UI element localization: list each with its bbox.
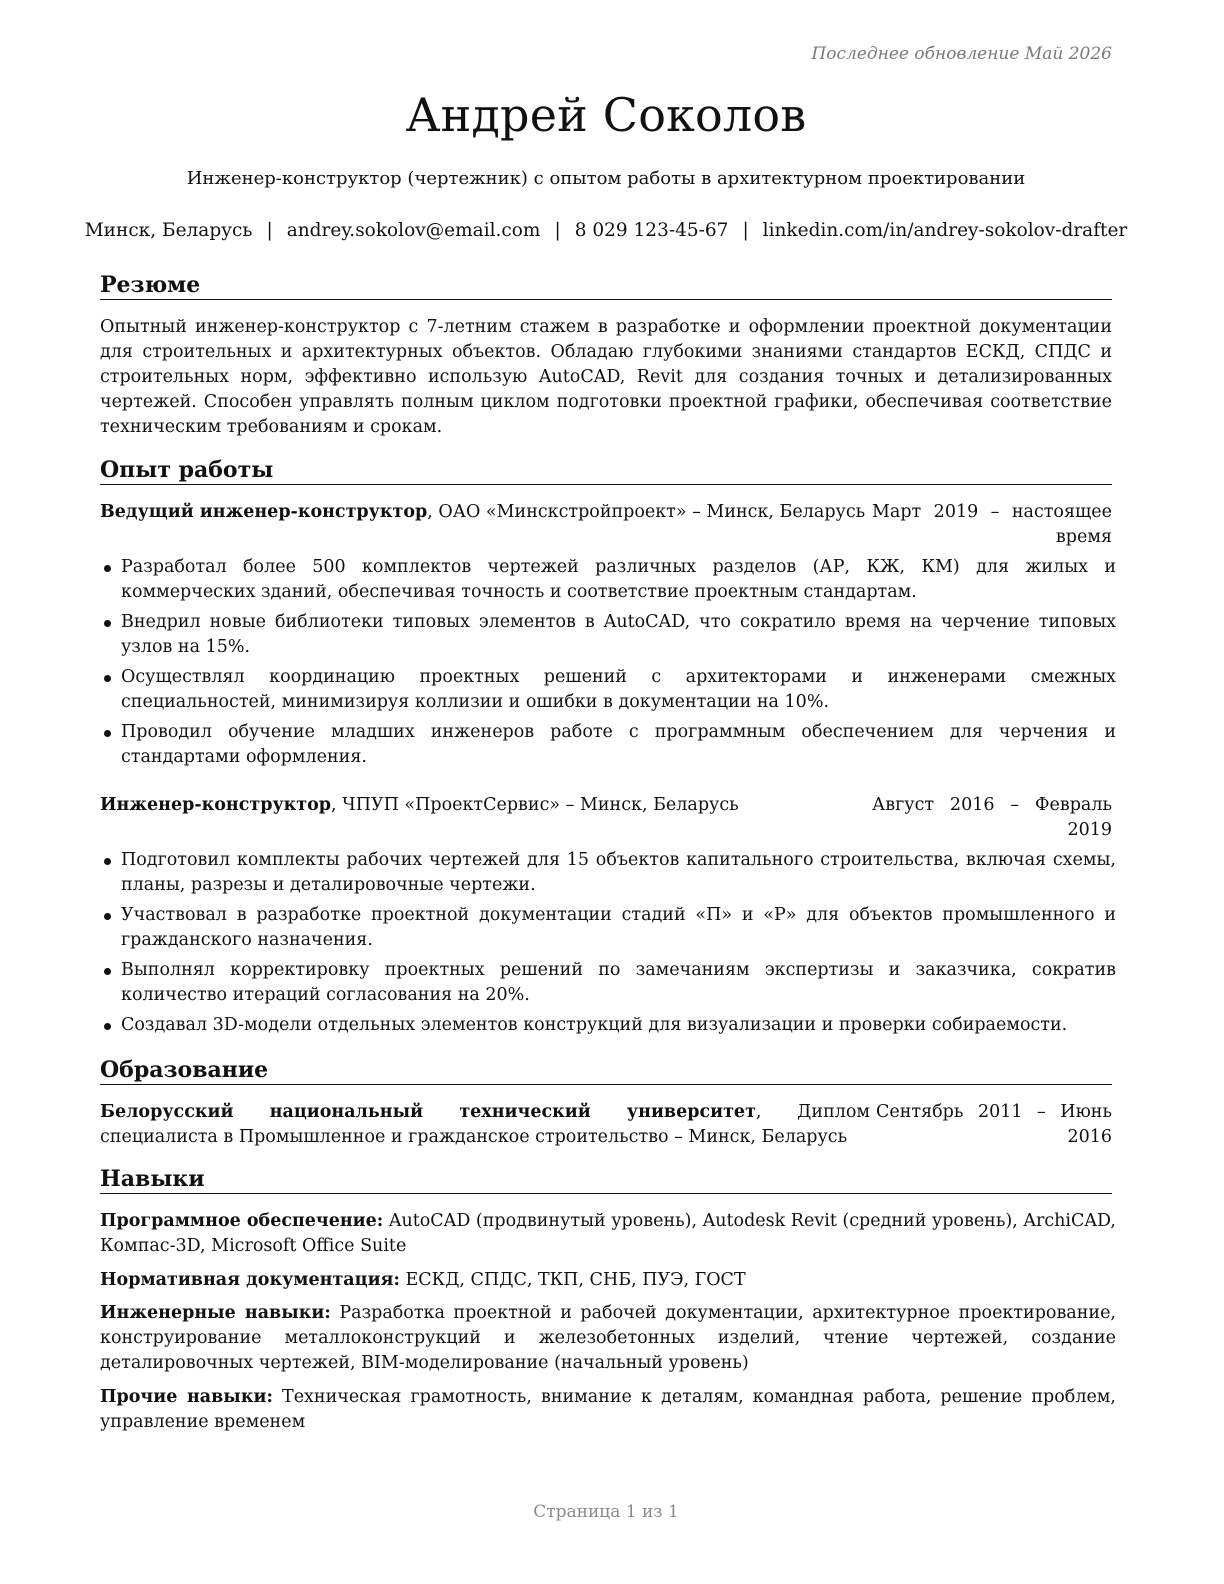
job-position: Ведущий инженер-конструктор <box>100 502 428 522</box>
job-company: , ЧПУП «ПроектСервис» – Минск, Беларусь <box>331 795 739 815</box>
job-dates: Август 2016 – Февраль 2019 <box>872 795 1112 840</box>
skill-label: Прочие навыки: <box>100 1387 273 1407</box>
list-item: Выполнял корректировку проектных решений по замечаниям экспертизы и заказчика, сократив количество итераций согласования на 20%. <box>100 958 1116 1008</box>
section-title-experience: Опыт работы <box>100 457 1112 485</box>
candidate-name: Андрей Соколов <box>405 88 807 142</box>
summary-text: Опытный инженер-конструктор с 7-летним стажем в разработке и оформлении проектной документации для строительных и архитектурных объектов. Обладаю глубокими знаниями стандартов ЕСКД, СПДС и строительных норм, эффективно использую AutoCAD, Revit для создания точных и детализированных чертежей. Способен управлять полным циклом подготовки проектной графики, обеспечивая соответствие техническим требованиям и срокам. <box>100 317 1112 437</box>
list-item: Участвовал в разработке проектной документации стадий «П» и «Р» для объектов промышленного и гражданского назначения. <box>100 903 1116 953</box>
education-degree: , Диплом специалиста в Промышленное и гражданское строительство – Минск, Беларусь <box>100 1102 870 1147</box>
education-institution: Белорусский национальный технический университет <box>100 1102 756 1122</box>
last-updated: Последнее обновление Май 2026 <box>811 44 1112 64</box>
skill-text: AutoCAD (продвинутый уровень), Autodesk Revit (средний уровень), ArchiCAD, Компас-3D, Microsoft Office Suite <box>100 1211 1116 1256</box>
section-title-summary: Резюме <box>100 272 1112 300</box>
skill-item-other <box>100 1385 1116 1435</box>
skill-label: Нормативная документация: <box>100 1270 400 1290</box>
skill-text: ЕСКД, СПДС, ТКП, СНБ, ПУЭ, ГОСТ <box>399 1270 746 1290</box>
contact-location: Минск, Беларусь <box>84 220 253 241</box>
list-item: Подготовил комплекты рабочих чертежей для 15 объектов капитального строительства, включая схемы, планы, разрезы и деталировочные чертежи. <box>100 848 1116 898</box>
list-item: Проводил обучение младших инженеров работе с программным обеспечением для черчения и стандартами оформления. <box>100 720 1116 770</box>
list-item: Внедрил новые библиотеки типовых элементов в AutoCAD, что сократило время на черчение типовых узлов на 15%. <box>100 610 1116 660</box>
skill-item-standards <box>100 1268 1116 1293</box>
contact-phone[interactable]: 8 029 123-45-67 <box>574 220 729 241</box>
skill-item-engineering <box>100 1301 1116 1376</box>
contact-linkedin[interactable]: linkedin.com/in/andrey-sokolov-drafter <box>762 220 1128 241</box>
contact-separator: | <box>742 220 749 241</box>
education-dates: Сентябрь 2011 – Июнь 2016 <box>876 1102 1112 1147</box>
skill-text: Техническая грамотность, внимание к деталям, командная работа, решение проблем, управление временем <box>100 1387 1116 1432</box>
list-item: Создавал 3D-модели отдельных элементов конструкций для визуализации и проверки собираемости. <box>100 1013 1116 1038</box>
contact-separator: | <box>554 220 561 241</box>
contact-email[interactable]: andrey.sokolov@email.com <box>286 220 541 241</box>
list-item: Разработал более 500 комплектов чертежей различных разделов (АР, КЖ, КМ) для жилых и коммерческих зданий, обеспечивая точность и соответствие проектным стандартам. <box>100 555 1116 605</box>
skill-label: Инженерные навыки: <box>100 1303 331 1323</box>
education-entry <box>100 1100 1112 1150</box>
list-item: Осуществлял координацию проектных решений с архитекторами и инженерами смежных специальностей, минимизируя коллизии и ошибки в документации на 10%. <box>100 665 1116 715</box>
skill-text: Разработка проектной и рабочей документации, архитектурное проектирование, конструирование металлоконструкций и железобетонных изделий, чтение чертежей, создание деталировочных чертежей, BIM-моделирование (начальный уровень) <box>100 1303 1116 1373</box>
contact-line <box>0 220 1212 241</box>
job-title-line <box>100 793 739 818</box>
skill-item-software <box>100 1209 1116 1259</box>
job-bullets <box>100 555 1116 775</box>
job-title-line <box>100 500 865 525</box>
candidate-subtitle: Инженер-конструктор (чертежник) с опытом работы в архитектурном проектировании <box>186 168 1026 189</box>
job-position: Инженер-конструктор <box>100 795 332 815</box>
job-company: , ОАО «Минскстройпроект» – Минск, Беларусь <box>427 502 866 522</box>
page-number: Страница 1 из 1 <box>533 1502 679 1522</box>
section-title-skills: Навыки <box>100 1166 1112 1194</box>
education-text <box>100 1100 870 1150</box>
job-bullets <box>100 848 1116 1043</box>
contact-separator: | <box>266 220 273 241</box>
job-dates: Март 2019 – настоящее время <box>872 502 1112 547</box>
section-title-education: Образование <box>100 1057 1112 1085</box>
skill-label: Программное обеспечение: <box>100 1211 384 1231</box>
